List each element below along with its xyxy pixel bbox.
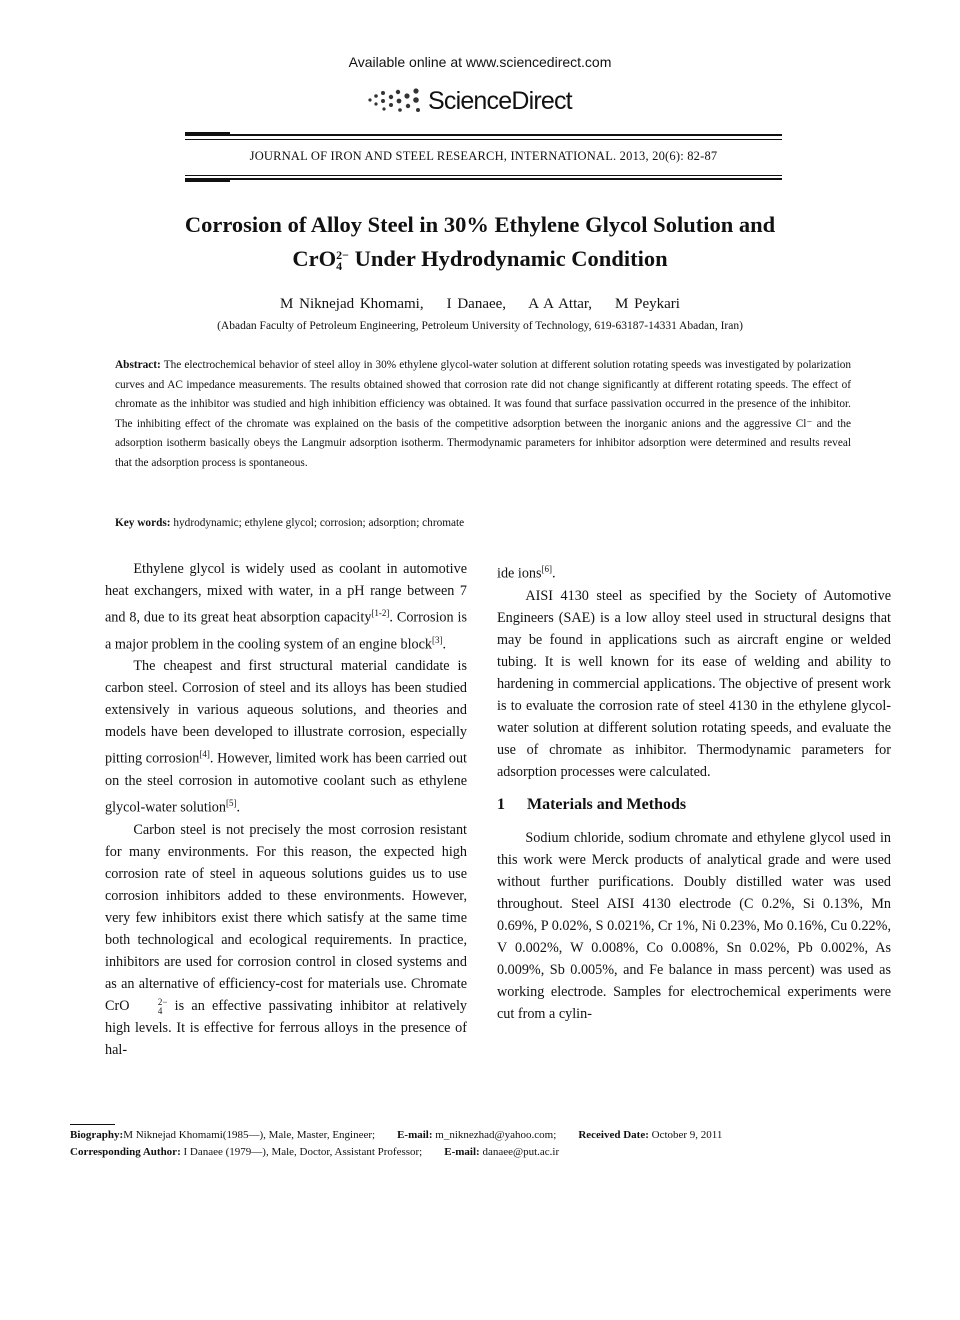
paragraph: The cheapest and first structural material candidate is carbon steel. Corrosion of steel and its alloys has been studied extensively in various aqueous solutions, and theories and models have been developed to illustrate corrosion, especially pitting corrosion[4]. However, limited work has been carried out on the steel corrosion in automotive coolant such as ethylene glycol-water solution[5]. (105, 658, 467, 816)
keywords-label: Key words: (115, 517, 171, 529)
citation: [5] (225, 798, 237, 809)
title-line-2: CrO 2− 4 Under Hydrodynamic Condition (292, 246, 668, 273)
footnote-biography: Biography:M Niknejad Khomami(1985—), Male, Master, Engineer; E-mail: m_niknezhad@yahoo.com; Received Date: October 9, 2011 (70, 1129, 723, 1141)
keywords-text: hydrodynamic; ethylene glycol; corrosion; adsorption; chromate (173, 517, 465, 529)
available-online-line: Available online at www.sciencedirect.com (348, 54, 612, 70)
email-link[interactable]: m_niknezhad@yahoo.com; (435, 1129, 557, 1141)
keywords (115, 517, 851, 529)
paragraph: ide ions[6]. (497, 564, 556, 582)
sciencedirect-logo (366, 84, 572, 118)
section-title: Materials and Methods (527, 795, 687, 813)
author-list: M Niknejad Khomami, I Danaee, A A Attar, M Peykari (280, 296, 680, 312)
citation: [6] (541, 564, 553, 574)
footnote-rule (70, 1124, 115, 1125)
section-number: 1 (497, 795, 505, 813)
paragraph: Sodium chloride, sodium chromate and ethylene glycol used in this work were Merck products of analytical grade and were used without further purifications. Doubly distilled water was used throughout. Steel AISI 4130 electrode (C 0.2%, Si 0.13%, Mn 0.69%, P 0.02%, S 0.021%, Cr 1%, Ni 0.23%, Mo 0.16%, Cu 0.22%, V 0.002%, W 0.008%, Co 0.008%, Sn 0.02%, Pb 0.002%, As 0.009%, Sb 0.005%, and Fe balance in mass percent) was used as working electrode. Samples for electrochemical experiments were cut from a cylin- (497, 829, 891, 1022)
header-rule-accent-bottom (185, 180, 230, 182)
citation: [1-2] (371, 608, 390, 618)
left-column (105, 558, 467, 1061)
section-heading (497, 793, 891, 817)
affiliation: (Abadan Faculty of Petroleum Engineering, Petroleum University of Technology, 619-63187-14331 Abadan, Iran) (217, 320, 743, 332)
paper-title (100, 208, 860, 276)
abstract-label: Abstract: (115, 359, 161, 371)
abstract (115, 356, 851, 474)
abstract-text: The electrochemical behavior of steel alloy in 30% ethylene glycol-water solution at different solution rotating speeds was investigated by polarization curves and AC impedance measurements. The results obtained showed that corrosion rate did not change significantly at different rotating speeds. The effect of chromate as the inhibitor was studied and high inhibition efficiency was obtained. It was found that surface passivation occurred in the presence of the inhibitor. The inhibiting effect of the chromate was explained on the basis of the competitive adsorption between the inorganic anions and the aggressive Cl⁻ and the adsorption isotherm basically obeys the Langmuir adsorption isotherm. Thermodynamic parameters for inhibitor adsorption were determined and results reveal that the adsorption process is spontaneous. (115, 359, 851, 469)
header-rule (185, 178, 782, 180)
paragraph: AISI 4130 steel as specified by the Society of Automotive Engineers (SAE) is a low alloy steel used in structural designs that may be found in applications such as aircraft engine or welded tubing. It is well known for its ease of welding and ability to hardening in commercial applications. The objective of present work is to evaluate the corrosion rate of steel 4130 in the ethylene glycol-water solution at different solution rotating speeds, and evaluate the use of chromate as inhibitor. Thermodynamic parameters for adsorption processes were calculated. (497, 587, 891, 780)
title-line-1: Corrosion of Alloy Steel in 30% Ethylene Glycol Solution and (184, 212, 776, 237)
email-link[interactable]: danaee@put.ac.ir (482, 1146, 560, 1158)
paragraph: Carbon steel is not precisely the most corrosion resistant for many environments. For this reason, the expected high corrosion rate of steel in aqueous solutions guides us to use corrosion inhibitors added to these environments. However, very few inhibitors exist there which satisfy at the same time both technological and ecological requirements. In practice, inhibitors are used for corrosion control in closed systems and as an alternative of efficiency-cost for materials use. Chromate CrO 2− 4 is an effective passivating inhibitor at relatively high levels. It is effective for ferrous alloys in the presence of hal- (105, 821, 467, 1058)
footnote-corresponding-author: Corresponding Author: I Danaee (1979—), Male, Doctor, Assistant Professor; E-mail: danaee@put.ac.ir (70, 1146, 560, 1158)
right-column (497, 558, 891, 1025)
citation: [4] (199, 749, 210, 760)
sciencedirect-dots-icon (366, 86, 424, 116)
header-rule (185, 175, 782, 176)
paragraph: Ethylene glycol is widely used as coolant in automotive heat exchangers, mixed with water, in a pH range between 7 and 8, due to its great heat absorption capacity[1-2]. Corrosion is a major problem in the cooling system of an engine block[3]. (105, 561, 467, 653)
header-rule (185, 139, 782, 140)
journal-citation: JOURNAL OF IRON AND STEEL RESEARCH, INTERNATIONAL. 2013, 20(6): 82-87 (249, 149, 718, 163)
sciencedirect-wordmark: ScienceDirect (428, 86, 572, 115)
header-rule (185, 134, 782, 136)
citation: [3] (432, 634, 443, 645)
